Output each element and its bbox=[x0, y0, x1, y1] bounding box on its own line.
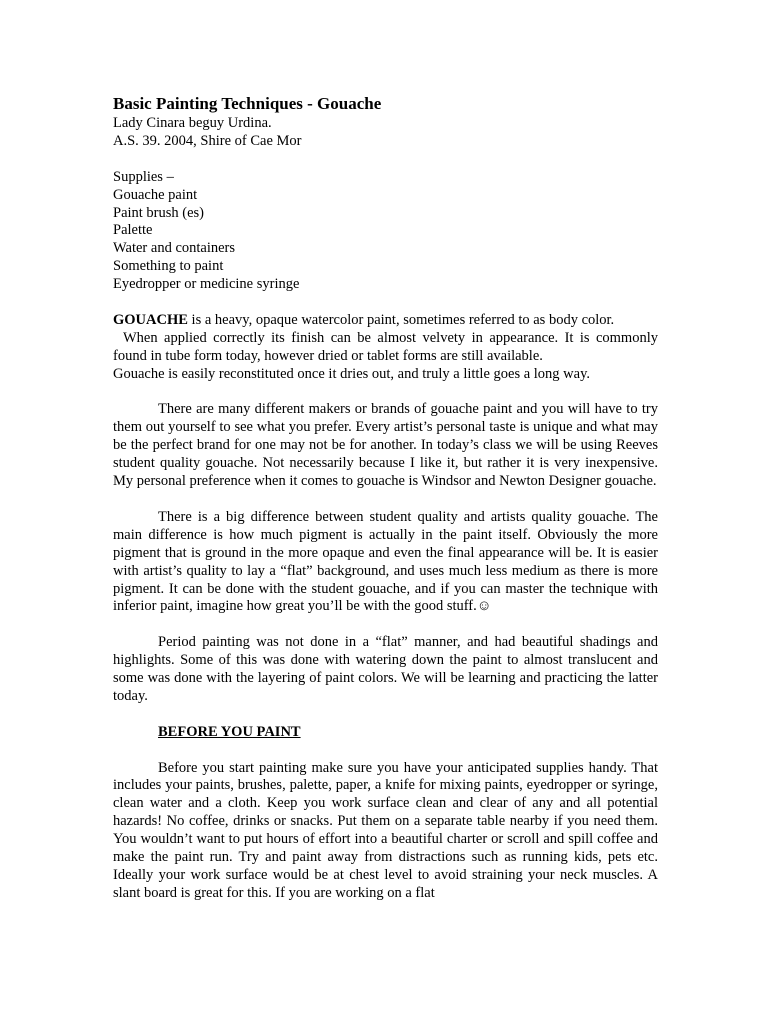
document-title: Basic Painting Techniques - Gouache bbox=[113, 94, 382, 113]
spacer bbox=[113, 384, 658, 402]
definition-closing: Gouache is easily reconstituted once it dries out, and truly a little goes a long way. bbox=[113, 365, 591, 382]
definition-line bbox=[113, 312, 658, 330]
paragraph-quality: There is a big difference between student quality and artists quality gouache. The main difference is how much pigment is actually in the paint itself. Obviously the more pigment that is ground in the more opaque and even the final appearance will be. It is easier with artist’s quality to lay a “flat” background, and uses much less medium as there is more pigment. It can be done with the student gouache, and if you can master the technique with inferior paint, imagine how great you’ll be with the good stuff.☺ bbox=[113, 508, 658, 615]
spacer bbox=[113, 706, 658, 724]
gouache-term: GOUACHE bbox=[113, 311, 188, 328]
spacer bbox=[113, 616, 658, 634]
supplies-list bbox=[113, 169, 658, 294]
supply-item: Something to paint bbox=[113, 258, 224, 275]
supply-item: Eyedropper or medicine syringe bbox=[113, 276, 300, 293]
paragraph-before-you-paint: Before you start painting make sure you have your anticipated supplies handy. That includes your paints, brushes, palette, paper, a knife for mixing paints, eyedropper or syringe, clean water and a cloth. Keep you work surface clean and clear of any and all potential hazards! No coffee, drinks or snacks. Put them on a separate table nearby if you need them. You wouldn’t want to put hours of effort into a beautiful charter or scroll and spill coffee and make the paint run. Try and paint away from distractions such as running kids, pets etc. Ideally your work surface would be at chest level to avoid straining your neck muscles. A slant board is great for this. If you are working on a flat bbox=[113, 759, 658, 901]
paragraph-period: Period painting was not done in a “flat” manner, and had beautiful shadings and highlights. Some of this was done with watering down the paint to almost translucent and some was done with the layering of paint colors. We will be learning and practicing the latter today. bbox=[113, 634, 658, 704]
definition-continued: When applied correctly its finish can be almost velvety in appearance. It is commonly found in tube form today, however dried or tablet forms are still available. bbox=[113, 329, 658, 364]
section-heading-before-you-paint: BEFORE YOU PAINT bbox=[158, 723, 301, 740]
supply-item: Gouache paint bbox=[113, 186, 198, 203]
spacer bbox=[113, 151, 658, 169]
paragraph-makers: There are many different makers or brands of gouache paint and you will have to try them out yourself to see what you prefer. Every artist’s personal taste is unique and what may be the perfect brand for one may not be for another. In today’s class we will be using Reeves student quality gouache. Not necessarily because I like it, but rather it is very inexpensive. My personal preference when it comes to gouache is Windsor and Newton Designer gouache. bbox=[113, 401, 658, 490]
supply-item: Water and containers bbox=[113, 240, 236, 257]
gouache-definition bbox=[113, 312, 658, 384]
spacer bbox=[113, 294, 658, 312]
spacer bbox=[113, 742, 658, 760]
supplies-heading: Supplies – bbox=[113, 168, 174, 185]
spacer bbox=[113, 491, 658, 509]
supply-item: Palette bbox=[113, 222, 153, 239]
author-line: Lady Cinara beguy Urdina. bbox=[113, 115, 272, 131]
definition-text: is a heavy, opaque watercolor paint, sometimes referred to as body color. bbox=[187, 311, 615, 328]
date-line: A.S. 39. 2004, Shire of Cae Mor bbox=[113, 132, 302, 149]
supply-item: Paint brush (es) bbox=[113, 204, 205, 221]
document-page bbox=[113, 94, 658, 903]
